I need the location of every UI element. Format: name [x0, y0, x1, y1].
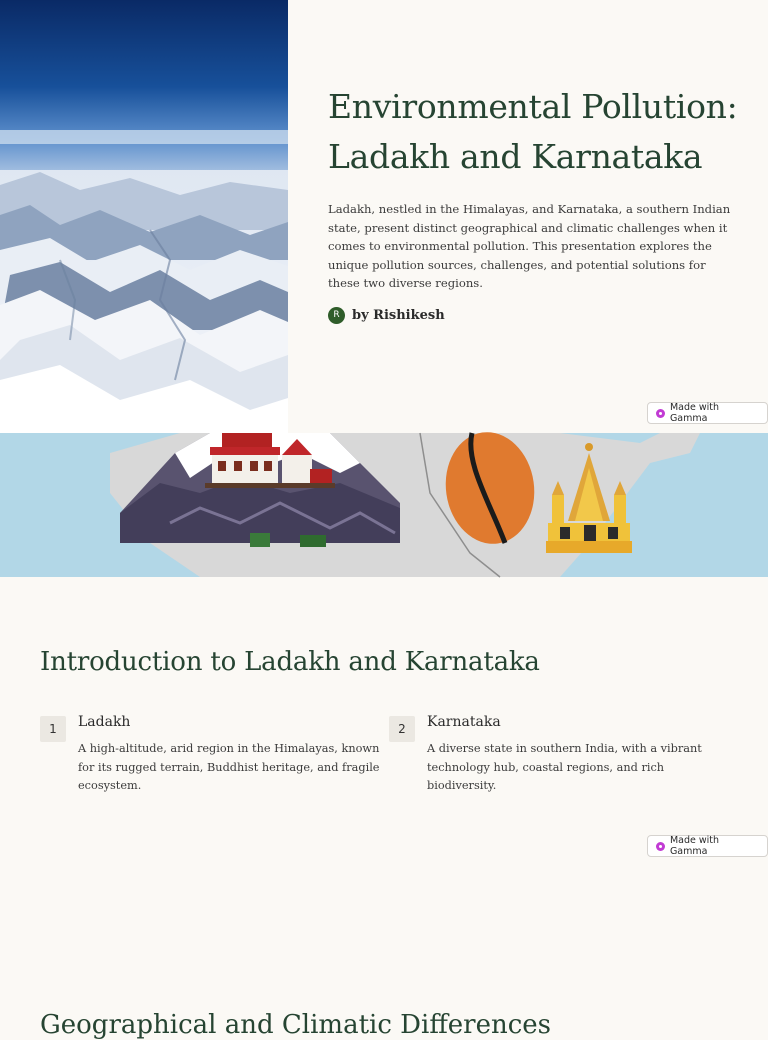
title-slide [0, 0, 768, 433]
author-line [328, 307, 738, 324]
introduction-slide [0, 577, 768, 1040]
made-with-gamma-button[interactable] [647, 835, 768, 857]
item-number: 2 [389, 716, 415, 742]
himalaya-photo [0, 0, 288, 433]
item-text: A high-altitude, arid region in the Himalayas, known for its rugged terrain, Buddhist heritage, and fragile ecosystem. [78, 742, 380, 792]
item-title: Karnataka [427, 714, 501, 730]
made-with-gamma-button[interactable] [647, 402, 768, 424]
gamma-logo-icon [656, 409, 665, 418]
badge-label: Made with Gamma [669, 835, 720, 857]
avatar: R [328, 307, 345, 324]
item-number: 1 [40, 716, 66, 742]
item-text: A diverse state in southern India, with a vibrant technology hub, coastal regions, and rich biodiversity. [427, 742, 702, 792]
item-title: Ladakh [78, 714, 131, 730]
illustration-banner [0, 433, 768, 577]
slide-description: Ladakh, nestled in the Himalayas, and Karnataka, a southern Indian state, present distinct geographical and climatic challenges when it comes to environmental pollution. This presentation explores the unique pollution sources, challenges, and potential solutions for these two diverse regions. [328, 202, 731, 291]
section-title: Introduction to Ladakh and Karnataka [40, 647, 540, 677]
badge-label: Made with Gamma [669, 402, 720, 424]
author-name: by Rishikesh [352, 307, 445, 323]
slide-title: Environmental Pollution: Ladakh and Karnataka [328, 87, 738, 176]
next-slide-title: Geographical and Climatic Differences [40, 1010, 552, 1040]
gamma-logo-icon [656, 842, 665, 851]
